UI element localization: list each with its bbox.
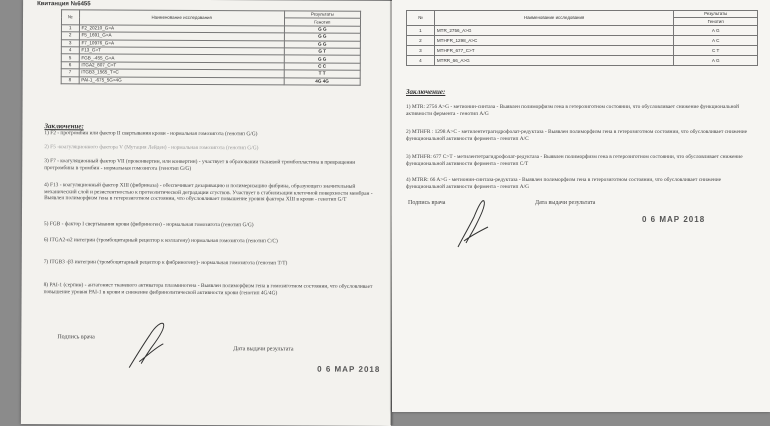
right-date-label: Дата выдачи результата (535, 200, 596, 206)
receipt-number: Квитанция №6455 (37, 1, 91, 8)
row-num: 2 (407, 35, 435, 45)
col-genotype-header: Генотип (284, 18, 360, 26)
row-test: F2_20210_G>A (79, 25, 284, 33)
left-conclusion-3: 3) F7 - коагуляционный фактор VII (проконвертин, или конвертин) - участвует в образовании тканевой тромбопластина в превращении протромбина в тромбин - нормальная гомозигота (генотип G/G) (44, 158, 356, 172)
row-num: 6 (61, 61, 79, 68)
table-row (407, 25, 758, 35)
row-num: 3 (407, 45, 435, 55)
row-num: 1 (407, 25, 435, 35)
row-genotype: A C (674, 35, 758, 45)
left-conclusion-6: 6) ITGA2-α2 интегрин (тромбоцитарный рецептор к коллагену) нормальная гомозигота (генотип С/С) (43, 237, 278, 245)
col-name-header: Наименование исследования (79, 10, 284, 26)
left-conclusion-title: Заключение: (44, 122, 84, 131)
row-genotype: C T (674, 45, 758, 55)
row-genotype: T T (284, 70, 360, 78)
left-signature-label: Подпись врача (57, 334, 95, 341)
col-genotype-header: Генотип (674, 18, 758, 25)
row-test: MTRR_66_A>G (434, 55, 674, 65)
table-row (407, 55, 758, 65)
row-genotype: G G (284, 33, 360, 41)
row-genotype: G G (284, 55, 360, 63)
table-row (407, 45, 758, 55)
table-header-row (62, 10, 361, 19)
row-genotype: 4G 4G (284, 77, 360, 85)
left-conclusion-2: 2) F5 -коагуляционного фактора V (Мутация Лейден) - нормальная гомозигота (генотип G/G) (44, 144, 259, 152)
row-test: FGB_-455_G>A (79, 54, 284, 62)
left-conclusion-5: 5) FGB - фактор I свертывания крови (фибриноген) - нормальная гомозигота (генотип G/G) (43, 221, 254, 229)
row-test: F5_1691_G>A (79, 32, 284, 40)
right-conclusion-1: 1) MTR: 2756 A>G - метионин-синтаза - Выявлен полиморфизм гена в гетерозиготном состоянии, что обусловливает снижение функциональной активности фермента - генотип A/G (406, 104, 740, 117)
right-document-page (392, 0, 770, 412)
row-test: MTHFR_1298_A>C (434, 35, 674, 45)
left-document-page (21, 0, 393, 426)
row-test: F13_G>T (79, 47, 284, 55)
col-name-header: Наименование исследования (434, 11, 674, 26)
right-date-stamp: 0 6 МАР 2018 (642, 215, 706, 224)
row-num: 4 (407, 55, 435, 65)
table-row (61, 76, 360, 85)
right-doctor-signature (454, 195, 499, 250)
row-num: 3 (61, 39, 79, 46)
left-doctor-signature (121, 318, 181, 373)
right-conclusion-4: 4) MTRR: 66 A>G - метионин-синтаза-редуктаза - Выявлен полиморфизм гена в гетерозиготном состоянии, что обусловливает снижение функциональной активности фермента - генотип A/G (406, 177, 722, 190)
right-conclusion-3: 3) MTHFR: 677 C>T - метилентетрагидрофолат-редуктаза - Выявлен полиморфизм гена в гетерозиготном состоянии, что обусловливает снижение функциональной активности фермента - генотип C/T (406, 154, 743, 167)
left-conclusion-8: 8) PAI-1 (серпин) - антагонист тканевого активатора плазминогена - Выявлен полиморфизм гена в гомозиготном состоянии, что обусловливает повышение уровня PAI-1 в крови и снижение фибринолитической активности крови (генотип 4G/4G) (43, 282, 373, 296)
left-conclusion-4: 4) F13 - коагуляционный фактор XIII (фибриназа) - обеспечивает дезаривацию и полимеризацию фибрина, образующего значительный механический слой и резистентностью к протеолитической деградации сгустков. Участвует в стабилизации клеточной поверхности мембран - Выявлен полиморфизм гена в гетерозиготном состоянии, что обусловливает повышение уровня фактора XIII в крови - генотип G/T (44, 182, 373, 203)
right-conclusion-2: 2) MTHFR : 1298 A>C - метилентетрагидрофолат-редуктаза - Выявлен полиморфизм гена в гетерозиготном состоянии, что обусловливает снижение функциональной активности фермента - генотип A/C (406, 129, 748, 142)
row-num: 4 (61, 47, 79, 54)
row-genotype: C C (284, 63, 360, 71)
row-test: MTR_2756_A>G (434, 25, 674, 35)
left-results-table (61, 9, 361, 85)
table-header-row (407, 11, 758, 18)
row-genotype: A G (674, 25, 758, 35)
row-num: 7 (61, 69, 79, 76)
row-test: MTHFR_677_C>T (434, 45, 674, 55)
col-num-header: № (407, 11, 435, 26)
right-signature-label: Подпись врача (408, 200, 446, 206)
col-results-header: Результаты (674, 11, 758, 18)
row-num: 2 (61, 32, 79, 39)
row-num: 8 (61, 76, 79, 83)
row-num: 5 (61, 54, 79, 61)
row-genotype: G G (284, 40, 360, 48)
right-conclusion-title: Заключение: (406, 88, 446, 96)
row-test: PAI-1_-675_5G>4G (79, 76, 284, 84)
row-genotype: A G (674, 55, 758, 65)
col-num-header: № (61, 10, 79, 25)
table-row (407, 35, 758, 45)
row-genotype: G G (284, 26, 360, 34)
row-genotype: G T (284, 48, 360, 56)
row-test: ITGA2_807_C>T (79, 62, 284, 70)
col-results-header: Результаты (284, 11, 360, 19)
right-results-table (406, 10, 758, 66)
row-test: F7_10976_G>A (79, 39, 284, 47)
row-test: ITGB3_1565_T>C (79, 69, 284, 77)
row-num: 1 (61, 25, 79, 32)
left-conclusion-7: 7) ITGB3 -β3 интегрин (тромбоцитарный рецептор к фибриногену)- нормальная гомозигота (генотип Т/Т) (43, 259, 288, 267)
left-date-stamp: 0 6 МАР 2018 (317, 364, 381, 374)
left-date-label: Дата выдачи результата (233, 346, 294, 353)
left-conclusion-1: 1) F2 - протромбин или фактор II свертывания крови - нормальная гомозигота (генотип G/G) (44, 130, 258, 138)
